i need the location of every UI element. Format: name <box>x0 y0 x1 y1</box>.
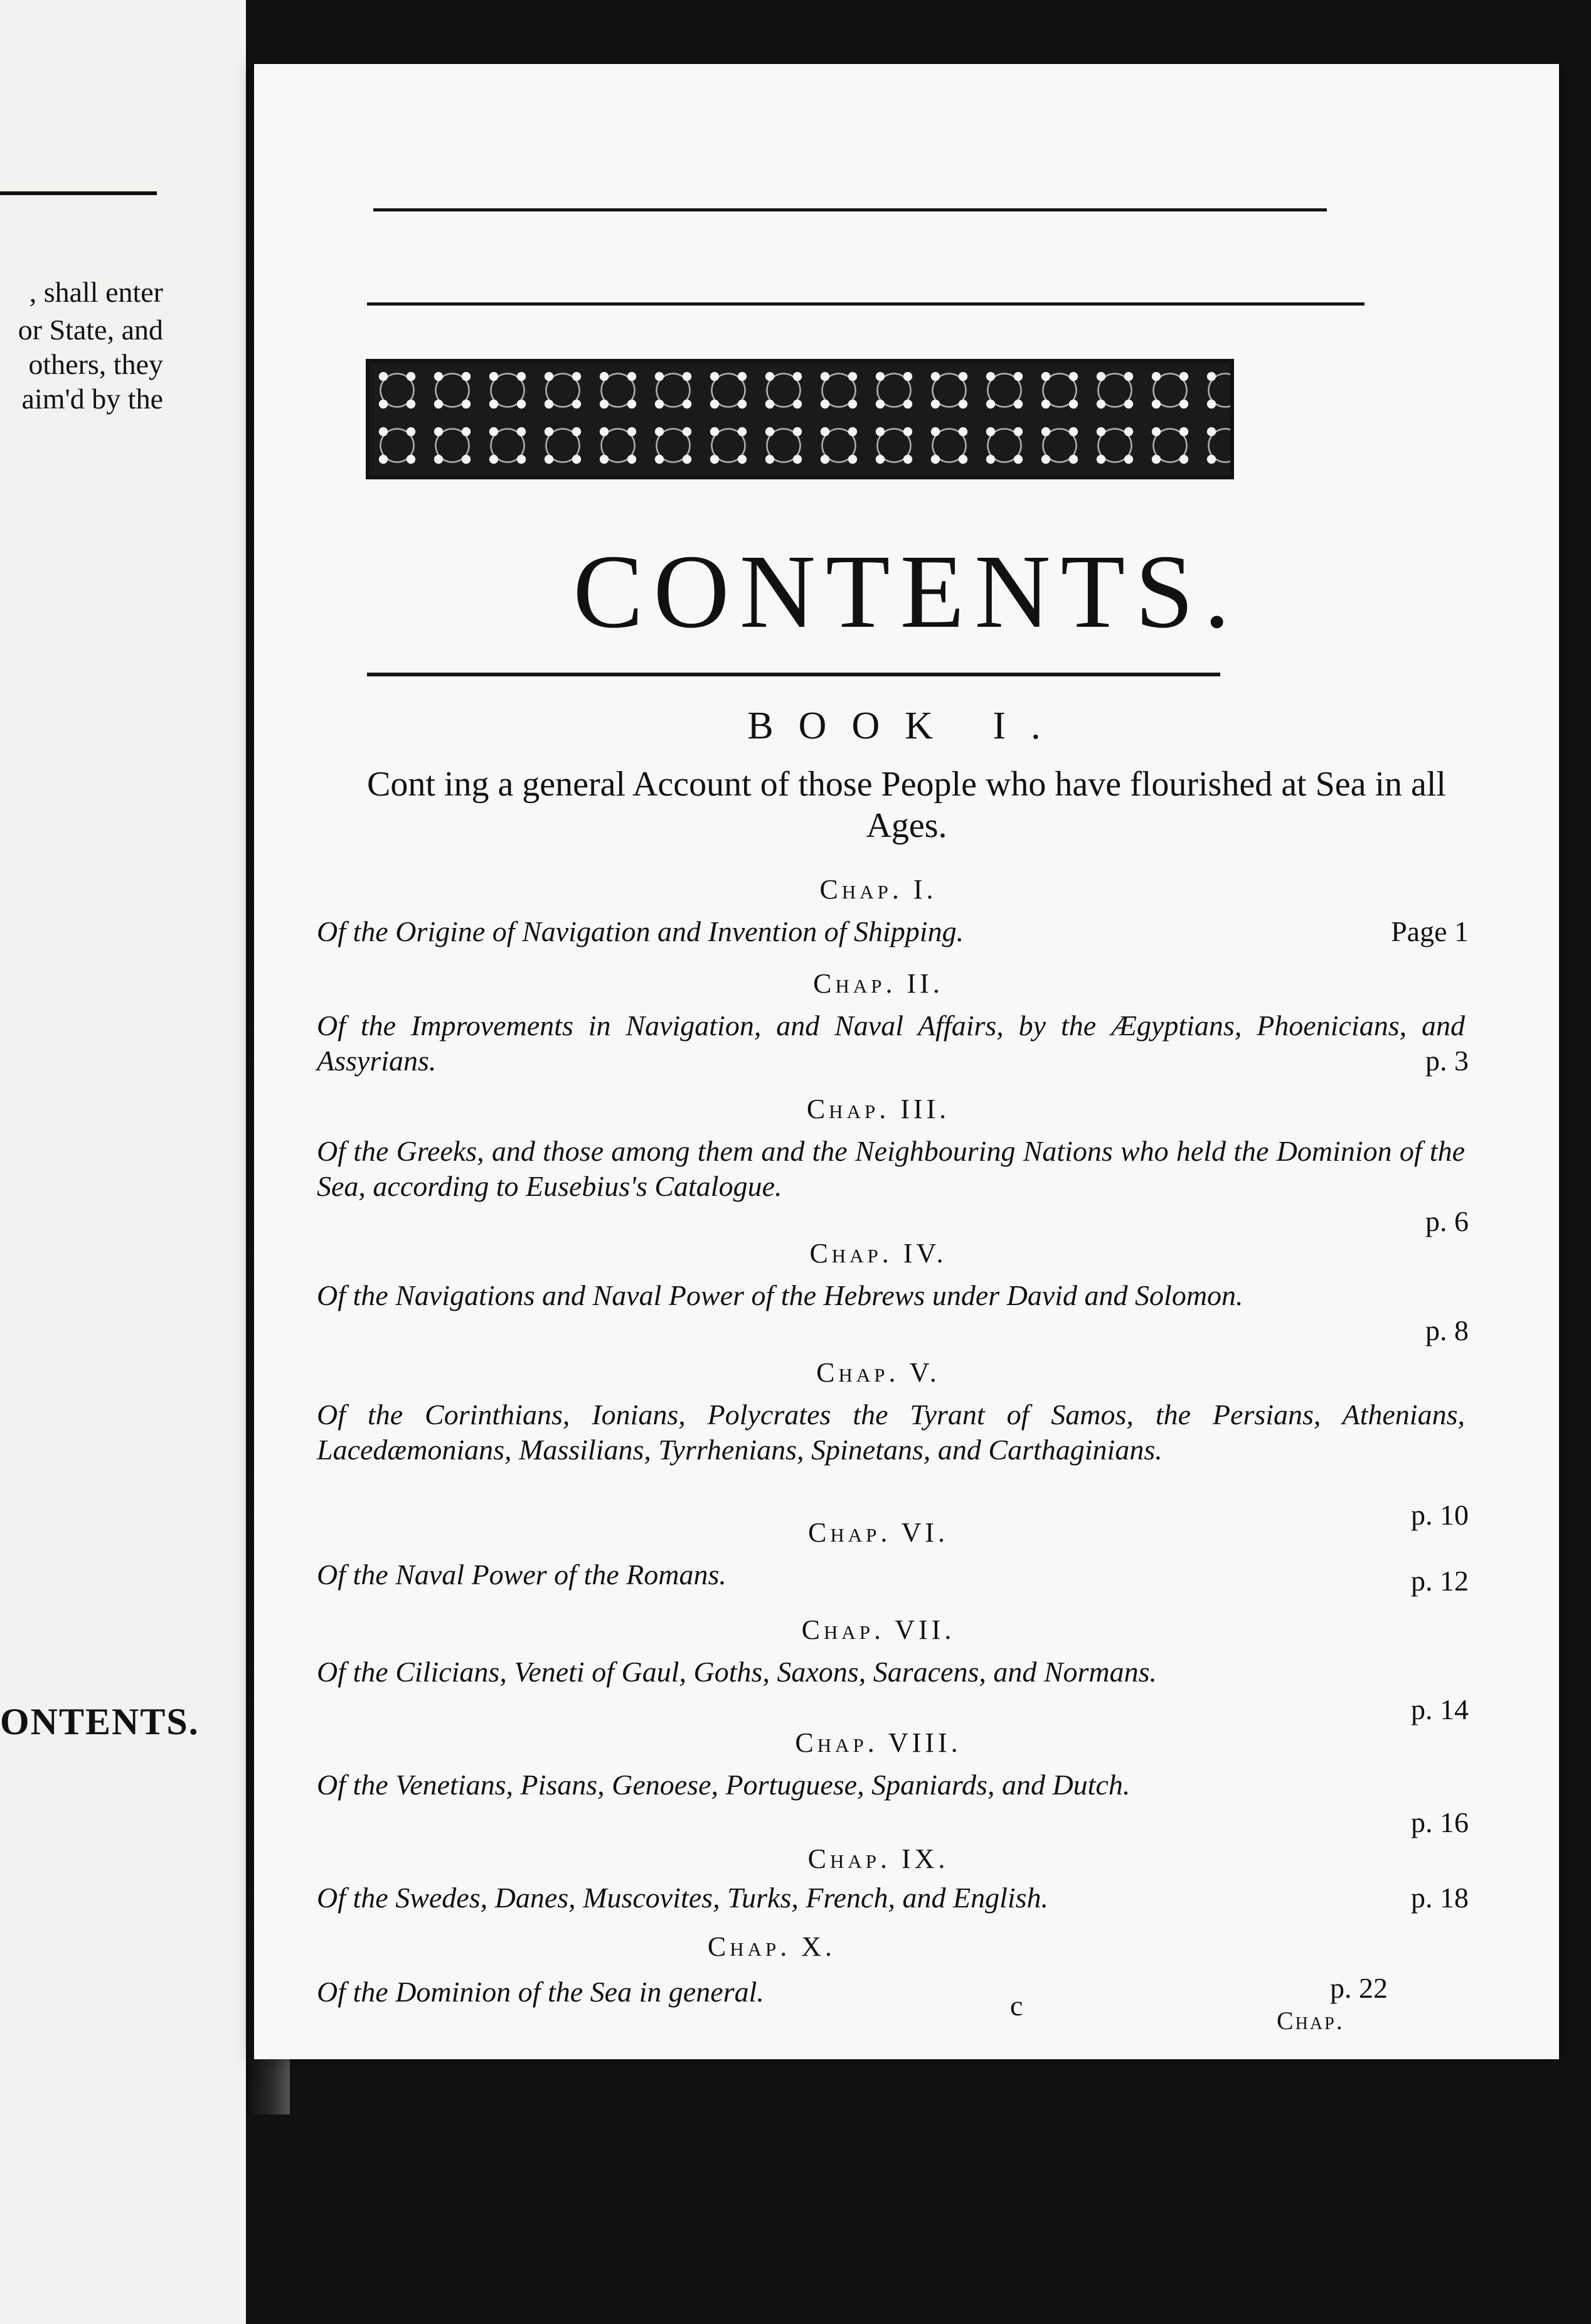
chapter-title: Of the Corinthians, Ionians, Polycrates the Tyrant of Samos, the Persians, Athenians, Lacedæmonians, Massilians, Tyrrhenians, Spinetans, and Carthaginians. <box>317 1399 1465 1466</box>
catchword: Chap. <box>1277 2007 1344 2035</box>
chapter-entry <box>317 1134 1469 1237</box>
chapter-title: Of the Dominion of the Sea in general. <box>317 1976 764 2008</box>
chapter-page-number: p. 16 <box>1411 1806 1469 1838</box>
chapter-entry <box>317 1880 1469 1916</box>
left-page-line: aim'd by the <box>21 383 163 415</box>
top-rule <box>373 208 1327 211</box>
chapter-title: Of the Origine of Navigation and Invention of Shipping. <box>317 915 964 947</box>
previous-page <box>0 0 246 2324</box>
chapter-page-number: p. 18 <box>1411 1882 1469 1914</box>
left-page-line: , shall enter <box>29 276 163 308</box>
chapter-entry <box>317 1767 1469 1838</box>
chapter-entry <box>317 914 1469 949</box>
page-title: CONTENTS. <box>573 533 1240 650</box>
left-page-contents-fragment: ONTENTS. <box>0 1701 200 1742</box>
chapter-heading: Chap. VIII. <box>795 1727 962 1758</box>
chapter-heading: Chap. IX. <box>807 1843 949 1874</box>
left-page-line: or State, and <box>18 314 163 346</box>
signature-mark: c <box>1010 1990 1023 2022</box>
chapter-page-number: p. 22 <box>1330 1972 1388 2004</box>
chapter-page-number: p. 6 <box>1425 1205 1469 1237</box>
chapter-heading: Chap. VI. <box>808 1517 949 1548</box>
chapter-entry <box>317 1557 1469 1597</box>
chapter-page-number: Page 1 <box>1391 915 1469 947</box>
ornamental-headpiece <box>366 359 1234 479</box>
chapter-heading: Chap. X. <box>707 1931 836 1962</box>
left-page-rule <box>0 191 157 195</box>
chapter-heading: Chap. III. <box>806 1094 950 1124</box>
chapter-title: Of the Naval Power of the Romans. <box>317 1559 726 1591</box>
chapter-page-number: p. 3 <box>1425 1045 1469 1077</box>
chapter-page-number: p. 14 <box>1411 1693 1469 1725</box>
chapter-page-number: p. 10 <box>1411 1499 1469 1531</box>
chapter-page-number: p. 12 <box>1411 1565 1469 1597</box>
chapter-page-number: p. 8 <box>1425 1314 1469 1346</box>
chapter-title: Of the Venetians, Pisans, Genoese, Portuguese, Spaniards, and Dutch. <box>317 1769 1131 1801</box>
chapter-heading: Chap. II. <box>813 968 944 999</box>
chapter-title: Of the Navigations and Naval Power of the Hebrews under David and Solomon. <box>317 1279 1243 1311</box>
left-page-line: others, they <box>28 348 163 380</box>
chapter-entry <box>317 1008 1469 1079</box>
title-rule <box>367 673 1220 676</box>
chapter-heading: Chap. I. <box>819 874 937 905</box>
second-rule <box>367 302 1365 306</box>
chapter-entry <box>317 1397 1469 1531</box>
chapter-title: Of the Swedes, Danes, Muscovites, Turks, French, and English. <box>317 1882 1049 1914</box>
chapter-entry <box>317 1278 1469 1346</box>
contents-page <box>254 64 1559 2059</box>
chapter-title: Of the Greeks, and those among them and the Neighbouring Nations who held the Dominion of the Sea, according to Eusebius's Catalogue. <box>317 1135 1465 1202</box>
chapter-heading: Chap. V. <box>816 1357 940 1388</box>
chapter-title: Of the Cilicians, Veneti of Gaul, Goths, Saxons, Saracens, and Normans. <box>317 1656 1157 1688</box>
book-heading: BOOK I. <box>747 705 1066 747</box>
chapter-heading: Chap. IV. <box>809 1238 947 1269</box>
chapter-entry <box>317 1655 1469 1725</box>
chapter-title: Of the Improvements in Navigation, and Naval Affairs, by the Ægyptians, Phoenicians, and Assyrians. <box>317 1010 1465 1077</box>
chapter-heading: Chap. VII. <box>801 1614 955 1645</box>
book-subtitle: Cont ing a general Account of those People who have flourished at Sea in all Ages. <box>366 765 1446 845</box>
chapter-entry <box>317 1975 1245 2010</box>
